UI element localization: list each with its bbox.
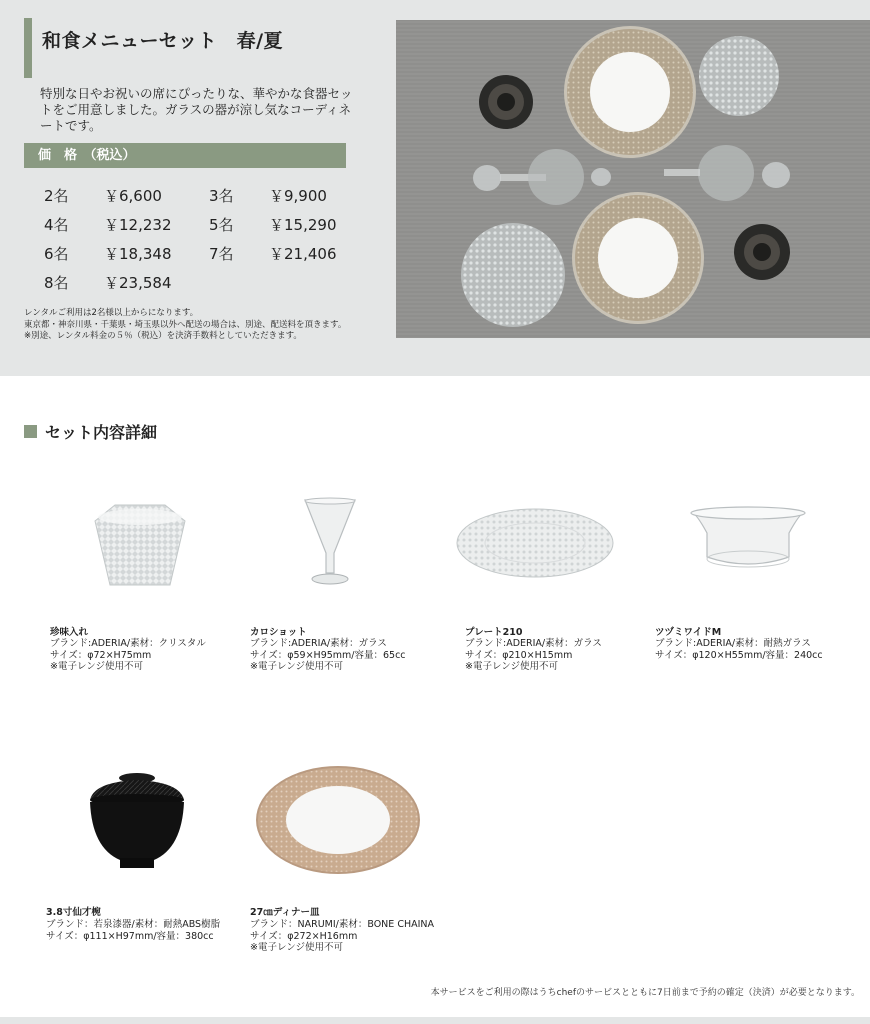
- item-detail-line: ブランド：NARUMI/素材：BONE CHAINA: [250, 919, 434, 930]
- item-name: ツヅミワイドM: [655, 627, 722, 638]
- item-name: 3.8寸仙才椀: [46, 907, 101, 918]
- item-detail-line: ブランド:ADERIA/素材：耐熱ガラス: [655, 638, 811, 649]
- glass-plate-image: [455, 507, 615, 579]
- item-name: プレート210: [465, 627, 523, 638]
- item-detail-line: ※電子レンジ使用不可: [50, 661, 143, 672]
- note-line: レンタルご利用は2名様以上からになります。: [24, 308, 199, 318]
- price-value: ￥6,600: [104, 187, 162, 205]
- item-details: [655, 638, 823, 661]
- price-value: ￥18,348: [104, 245, 172, 263]
- item-detail-line: サイズ：φ210×H15mm: [465, 649, 573, 661]
- crystal-dish-image: [90, 503, 190, 593]
- price-value: ￥15,290: [269, 216, 337, 234]
- people-count: 4名: [44, 216, 69, 234]
- people-count: 5名: [209, 216, 234, 234]
- item-detail-line: ブランド:ADERIA/素材：ガラス: [250, 638, 387, 649]
- item-details: [250, 919, 434, 954]
- price-value: ￥9,900: [269, 187, 327, 205]
- item-detail-line: ブランド：若泉漆器/素材：耐熱ABS樹脂: [46, 919, 221, 930]
- item-detail-line: ※電子レンジ使用不可: [250, 661, 343, 672]
- item-detail-line: サイズ：φ120×H55mm/容量：240cc: [655, 649, 823, 661]
- dinner-plate-image: [254, 764, 422, 876]
- price-value: ￥12,232: [104, 216, 172, 234]
- item-name: 珍味入れ: [50, 627, 89, 638]
- table-setting-illustration: [396, 20, 870, 338]
- item-detail-line: ブランド:ADERIA/素材：ガラス: [465, 638, 602, 649]
- title-accent-bar: [24, 18, 32, 78]
- people-count: 2名: [44, 187, 69, 205]
- bottom-strip: [0, 1017, 870, 1024]
- item-detail-line: サイズ：φ72×H75mm: [50, 649, 152, 661]
- item-details: [465, 638, 602, 673]
- note-line: 東京都・神奈川県・千葉県・埼玉県以外へ配送の場合は、別途、配送料を頂きます。: [24, 319, 347, 330]
- item-detail-line: ※電子レンジ使用不可: [465, 661, 558, 672]
- page-title: 和食メニューセット 春/夏: [42, 30, 284, 52]
- people-count: 6名: [44, 245, 69, 263]
- item-name: カロショット: [250, 627, 307, 638]
- lacquer-bowl-image: [84, 770, 190, 874]
- item-detail-line: サイズ：φ272×H16mm: [250, 930, 358, 942]
- intro-text: 特別な日やお祝いの席にぴったりな、華やかな食器セットをご用意しました。ガラスの器が涼し気なコーディネートです。: [40, 86, 353, 133]
- item-name: 27㎝ディナー皿: [250, 907, 320, 918]
- item-details: [46, 919, 220, 942]
- section-title: [24, 420, 157, 443]
- item-detail-line: ブランド:ADERIA/素材：クリスタル: [50, 638, 206, 649]
- people-count: 7名: [209, 245, 234, 263]
- section-title-text: セット内容詳細: [45, 423, 158, 442]
- glass-bowl-image: [687, 505, 809, 575]
- table-setting-photo: [396, 20, 870, 338]
- item-detail-line: ※電子レンジ使用不可: [250, 942, 343, 953]
- people-count: 8名: [44, 274, 69, 292]
- footer-note: 本サービスをご利用の際はうちchefのサービスとともに7日前まで予約の確定（決済）が必要となります。: [430, 988, 860, 998]
- item-detail-line: サイズ：φ111×H97mm/容量：380cc: [46, 930, 214, 942]
- section-square-icon: [24, 425, 37, 438]
- note-line: ※別途、レンタル料金の５％（税込）を決済手数料としていただきます。: [24, 331, 302, 341]
- item-detail-line: サイズ：φ59×H95mm/容量：65cc: [250, 649, 406, 661]
- price-value: ￥23,584: [104, 274, 172, 292]
- shot-glass-image: [300, 495, 360, 590]
- price-value: ￥21,406: [269, 245, 337, 263]
- price-header: 価 格 （税込）: [24, 143, 346, 168]
- rental-notes: [24, 308, 346, 343]
- item-details: [50, 638, 206, 673]
- people-count: 3名: [209, 187, 234, 205]
- item-details: [250, 638, 406, 673]
